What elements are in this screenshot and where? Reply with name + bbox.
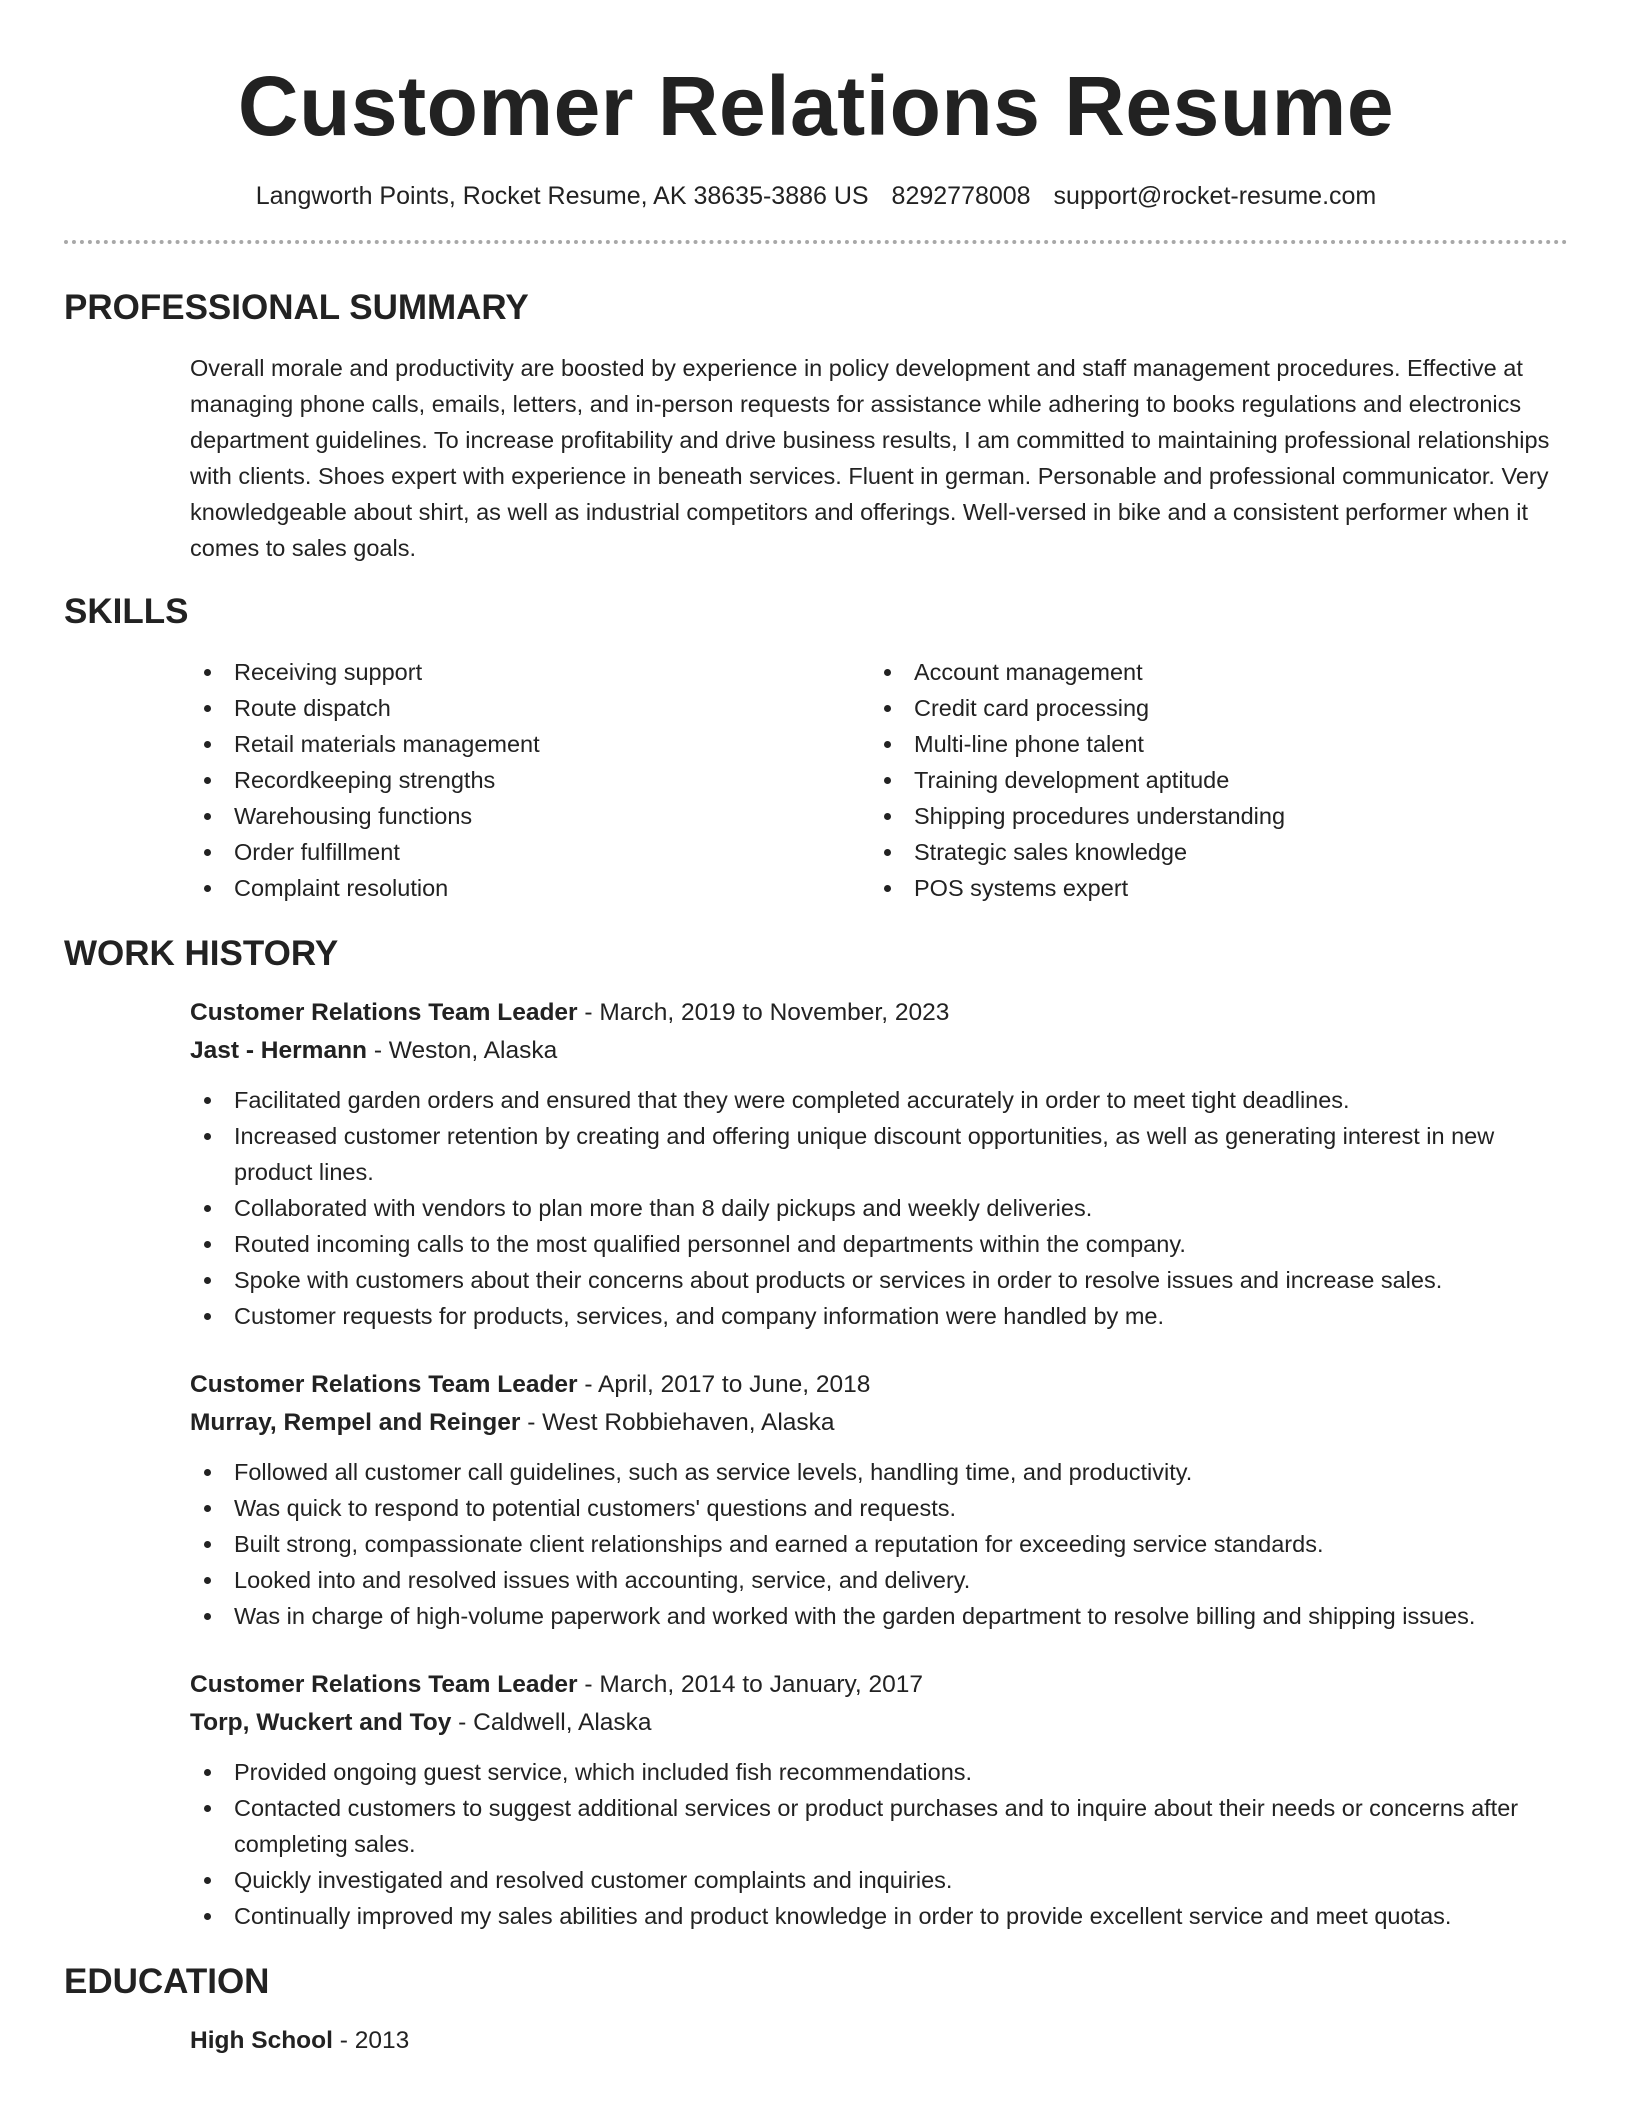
skill-item: Strategic sales knowledge [870, 834, 1550, 870]
skill-item: Order fulfillment [190, 834, 870, 870]
skill-item: Warehousing functions [190, 798, 870, 834]
job-company-line [190, 1704, 1568, 1742]
skills-grid [190, 654, 1568, 906]
job-location: - Weston, Alaska [367, 1037, 558, 1064]
skill-item: Multi-line phone talent [870, 726, 1550, 762]
skill-item: Training development aptitude [870, 762, 1550, 798]
skill-item: Retail materials management [190, 726, 870, 762]
contact-address: Langworth Points, Rocket Resume, AK 38635-3886 US [255, 182, 869, 210]
work-history-section [64, 932, 1568, 1934]
skills-heading: SKILLS [64, 592, 189, 631]
job-bullet: Routed incoming calls to the most qualified personnel and departments within the company. [190, 1226, 1568, 1262]
education-section [64, 1960, 1568, 2060]
skill-item: Receiving support [190, 654, 870, 690]
job-bullet: Looked into and resolved issues with accounting, service, and delivery. [190, 1562, 1568, 1598]
job-title: Customer Relations Team Leader [190, 999, 578, 1026]
resume-title: Customer Relations Resume [237, 59, 1395, 153]
resume-page [64, 0, 1568, 2060]
job-bullet-list [64, 1754, 1568, 1934]
skill-item: Recordkeeping strengths [190, 762, 870, 798]
job-bullet: Was in charge of high-volume paperwork and worked with the garden department to resolve billing and shipping issues. [190, 1598, 1568, 1634]
education-degree: High School [190, 2027, 333, 2054]
contact-line [64, 180, 1568, 212]
summary-section [64, 286, 1568, 566]
job-title: Customer Relations Team Leader [190, 1671, 578, 1698]
job-title-line [190, 1666, 1568, 1704]
skill-item: Account management [870, 654, 1550, 690]
job-entry [190, 994, 1568, 1334]
job-bullet: Collaborated with vendors to plan more than 8 daily pickups and weekly deliveries. [190, 1190, 1568, 1226]
job-company: Jast - Hermann [190, 1037, 368, 1064]
job-company: Murray, Rempel and Reinger [190, 1409, 521, 1436]
job-bullet: Contacted customers to suggest additional services or product purchases and to inquire about their needs or concerns after completing sales. [190, 1790, 1568, 1862]
job-bullet: Built strong, compassionate client relationships and earned a reputation for exceeding service standards. [190, 1526, 1568, 1562]
skill-item: Credit card processing [870, 690, 1550, 726]
job-location: - West Robbiehaven, Alaska [520, 1409, 835, 1436]
job-company: Torp, Wuckert and Toy [190, 1709, 452, 1736]
summary-heading: PROFESSIONAL SUMMARY [64, 288, 529, 327]
summary-text: Overall morale and productivity are boosted by experience in policy development and staff management procedures. Effective at managing phone calls, emails, letters, and in-person requests for assistance while adhering to books regulations and electronics department guidelines. To increase profitability and drive business results, I am committed to maintaining professional relationships with clients. Shoes expert with experience in beneath services. Fluent in german. Personable and professional communicator. Very knowledgeable about shirt, as well as industrial competitors and offerings. Well-versed in bike and a consistent performer when it comes to sales goals. [190, 355, 1550, 561]
job-bullet: Facilitated garden orders and ensured that they were completed accurately in order to meet tight deadlines. [190, 1082, 1568, 1118]
job-bullet: Followed all customer call guidelines, such as service levels, handling time, and productivity. [190, 1454, 1568, 1490]
skills-section [64, 590, 1568, 906]
job-bullet: Was quick to respond to potential customers' questions and requests. [190, 1490, 1568, 1526]
job-dates: - March, 2019 to November, 2023 [577, 999, 950, 1026]
skills-left-list [190, 654, 870, 906]
job-bullet: Continually improved my sales abilities and product knowledge in order to provide excellent service and meet quotas. [190, 1898, 1568, 1934]
header-divider [64, 240, 1568, 244]
work-history-heading: WORK HISTORY [64, 934, 339, 973]
job-bullet-list [64, 1454, 1568, 1634]
job-bullet: Customer requests for products, services, and company information were handled by me. [190, 1298, 1568, 1334]
job-title-line [190, 994, 1568, 1032]
education-entry [190, 2022, 1568, 2060]
skill-item: Shipping procedures understanding [870, 798, 1550, 834]
skill-item: Route dispatch [190, 690, 870, 726]
job-bullet: Spoke with customers about their concerns about products or services in order to resolve issues and increase sales. [190, 1262, 1568, 1298]
job-company-line [190, 1404, 1568, 1442]
job-entry [190, 1366, 1568, 1634]
skill-item: Complaint resolution [190, 870, 870, 906]
education-year: - 2013 [332, 2027, 410, 2054]
job-dates: - March, 2014 to January, 2017 [577, 1671, 924, 1698]
skills-right-list [870, 654, 1550, 906]
job-bullet: Provided ongoing guest service, which included fish recommendations. [190, 1754, 1568, 1790]
contact-phone: 8292778008 [891, 182, 1031, 210]
job-company-line [190, 1032, 1568, 1070]
job-entry [190, 1666, 1568, 1934]
contact-email: support@rocket-resume.com [1053, 182, 1377, 210]
job-title-line [190, 1366, 1568, 1404]
education-heading: EDUCATION [64, 1962, 270, 2001]
job-title: Customer Relations Team Leader [190, 1371, 578, 1398]
job-location: - Caldwell, Alaska [451, 1709, 652, 1736]
skill-item: POS systems expert [870, 870, 1550, 906]
job-bullet: Quickly investigated and resolved customer complaints and inquiries. [190, 1862, 1568, 1898]
job-bullet: Increased customer retention by creating and offering unique discount opportunities, as well as generating interest in new product lines. [190, 1118, 1568, 1190]
job-dates: - April, 2017 to June, 2018 [577, 1371, 871, 1398]
job-bullet-list [64, 1082, 1568, 1334]
